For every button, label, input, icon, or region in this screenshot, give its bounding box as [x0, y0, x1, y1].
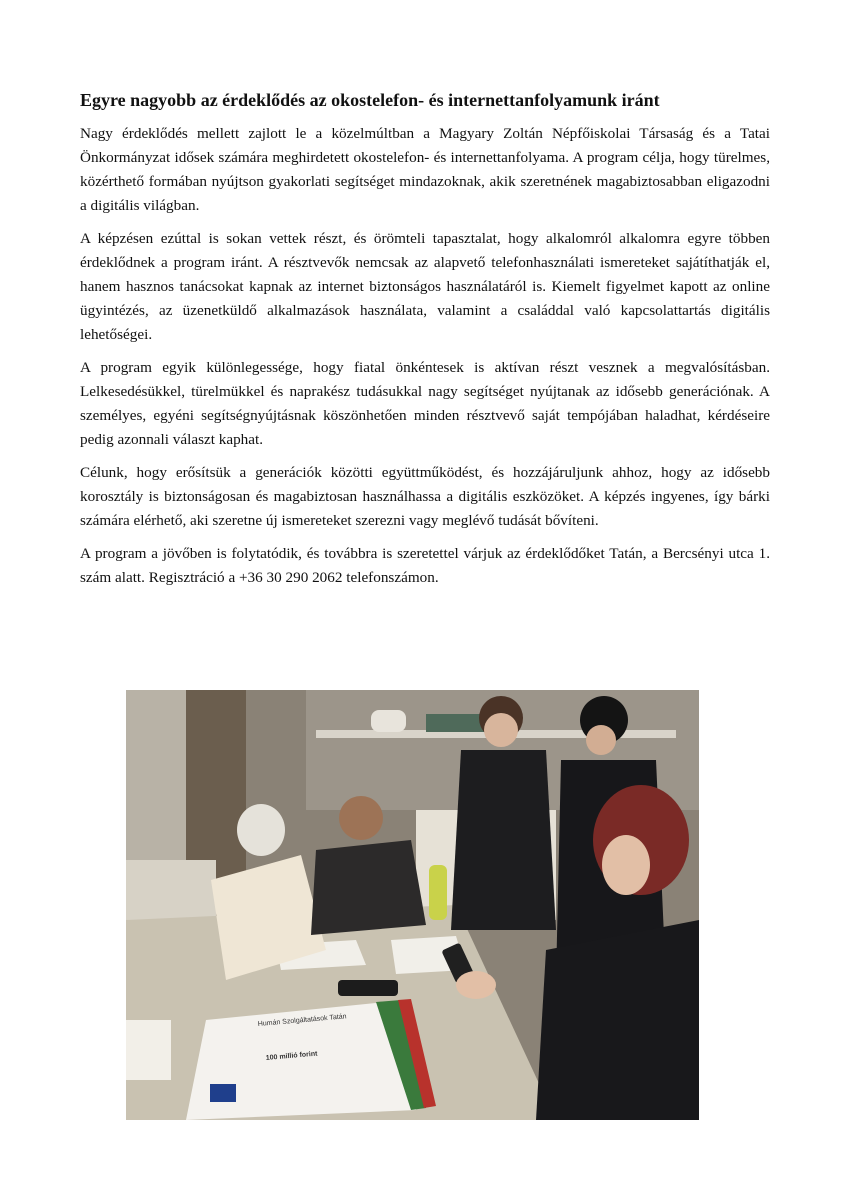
photo-teen1-face: [484, 713, 518, 747]
photo-shelf-box: [426, 714, 486, 732]
article-body: [80, 122, 770, 599]
poster-title-text: Humán Szolgáltatások Tatán: [257, 1013, 347, 1028]
course-photo: [126, 690, 699, 1120]
paragraph-3: A program egyik különlegessége, hogy fiatal önkéntesek is aktívan részt vesznek a megvalósításban. Lelkesedésükkel, türelmükkel és naprakész tudásukkal nagy segítséget nyújtanak az idősebb generációnak. A személyes, egyéni segítségnyújtásnak köszönhetően minden résztvevő saját tempójában haladhat, kérdéseire pedig azonnali választ kaphat.: [80, 359, 770, 448]
photo-illustration: [126, 690, 699, 1120]
photo-bottle: [429, 865, 447, 920]
photo-teen2-face: [586, 725, 616, 755]
photo-shelf-object: [371, 710, 406, 732]
photo-woman2-face: [602, 835, 650, 895]
paragraph-2: A képzésen ezúttal is sokan vettek részt, és örömteli tapasztalat, hogy alkalomról alkalomra egyre többen érdeklődnek a program iránt. A résztvevők nemcsak az alapvető telefonhasználati ismereteket sajátíthatják el, hanem hasznos tanácsokat kapnak az internet biztonságos használatáról is. Kiemelt figyelmet kapott az online ügyintézés, az üzenetküldő alkalmazások használata, valamint a családdal való kapcsolattartás digitális lehetőségei.: [80, 230, 770, 343]
paragraph-1: Nagy érdeklődés mellett zajlott le a közelmúltban a Magyary Zoltán Népfőiskolai Társaság és a Tatai Önkormányzat idősek számára meghirdetett okostelefon- és internettanfolyama. A program célja, hogy türelmes, közérthető formában nyújtson gyakorlati segítséget mindazoknak, akik szeretnének magabiztosabban eligazodni a digitális világban.: [80, 125, 770, 214]
photo-teen1-hoodie: [451, 750, 556, 930]
photo-man-hoodie: [311, 840, 426, 935]
paragraph-4: Célunk, hogy erősítsük a generációk közötti együttműködést, és hozzájáruljunk ahhoz, hogy az idősebb korosztály is biztonságosan és magabiztosan használhassa a digitális eszközöket. A képzés ingyenes, így bárki számára elérhető, aki szeretne új ismereteket szerezni vagy meglévő tudását bővíteni.: [80, 464, 770, 529]
photo-man-head: [339, 796, 383, 840]
paragraph-5: A program a jövőben is folytatódik, és továbbra is szeretettel várjuk az érdeklődőket Tatán, a Bercsényi utca 1. szám alatt. Regisztráció a +36 30 290 2062 telefonszámon.: [80, 545, 770, 586]
photo-woman-hair: [237, 804, 285, 856]
photo-paper-left: [126, 1020, 171, 1080]
photo-hand: [456, 971, 496, 999]
eu-flag-icon: [210, 1084, 236, 1102]
poster-amount-text: 100 millió forint: [265, 1050, 318, 1062]
photo-woman2-shirt: [536, 920, 699, 1120]
article-title: Egyre nagyobb az érdeklődés az okostelefon- és internettanfolyamunk iránt: [80, 90, 660, 110]
photo-phone-on-table: [338, 980, 398, 996]
